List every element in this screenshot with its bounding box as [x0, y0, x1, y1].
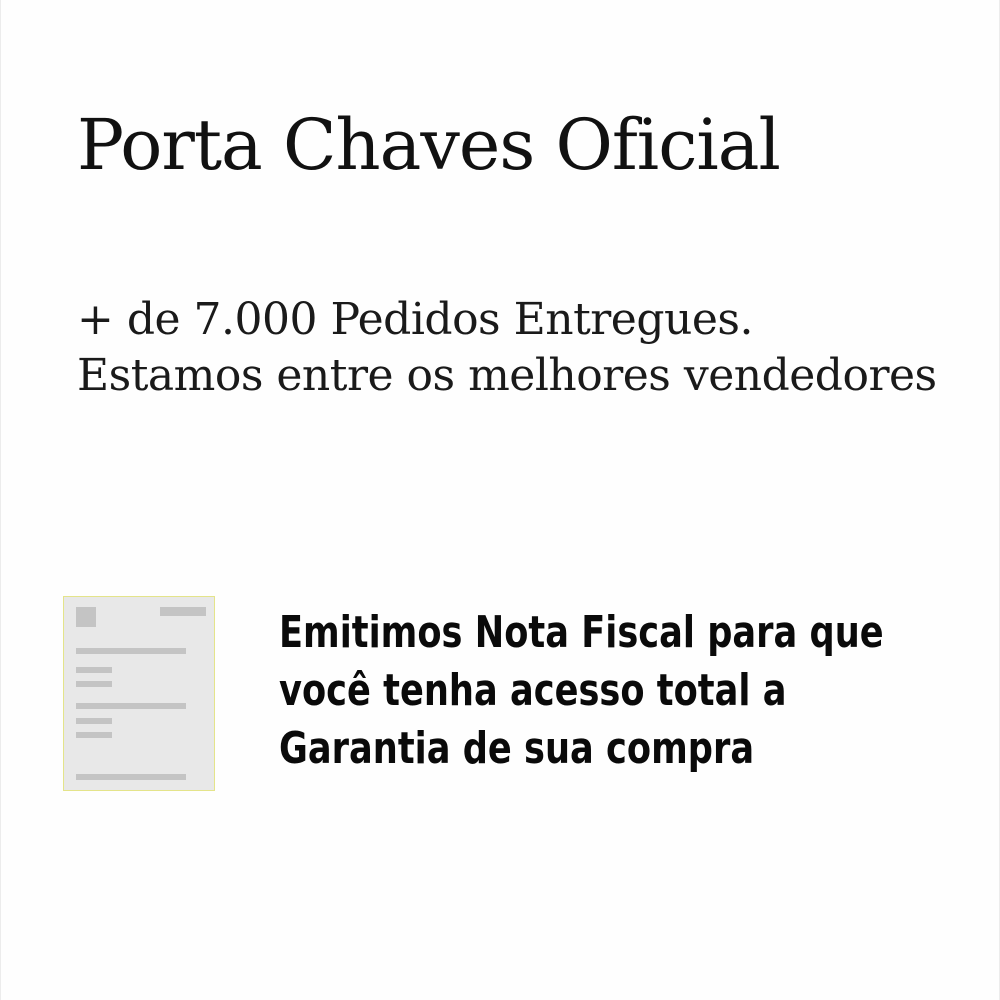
- doc-logo-block: [76, 607, 96, 627]
- invoice-document-icon: [63, 596, 215, 791]
- doc-line: [76, 681, 112, 687]
- doc-line: [76, 648, 186, 654]
- stats-text: [77, 292, 937, 404]
- page-title: Porta Chaves Oficial: [77, 104, 780, 186]
- doc-footer-line: [76, 774, 186, 780]
- invoice-line-1: Emitimos Nota Fiscal para que: [279, 607, 884, 658]
- invoice-line-3: Garantia de sua compra: [279, 723, 755, 774]
- top-sellers-line: Estamos entre os melhores vendedores: [77, 350, 937, 401]
- doc-line: [76, 732, 112, 738]
- doc-line: [76, 667, 112, 673]
- invoice-feature-text: [279, 604, 884, 778]
- doc-line: [76, 703, 186, 709]
- invoice-line-2: você tenha acesso total a: [279, 665, 787, 716]
- doc-header-bar: [160, 607, 206, 616]
- orders-delivered-line: + de 7.000 Pedidos Entregues.: [77, 294, 753, 345]
- doc-line: [76, 718, 112, 724]
